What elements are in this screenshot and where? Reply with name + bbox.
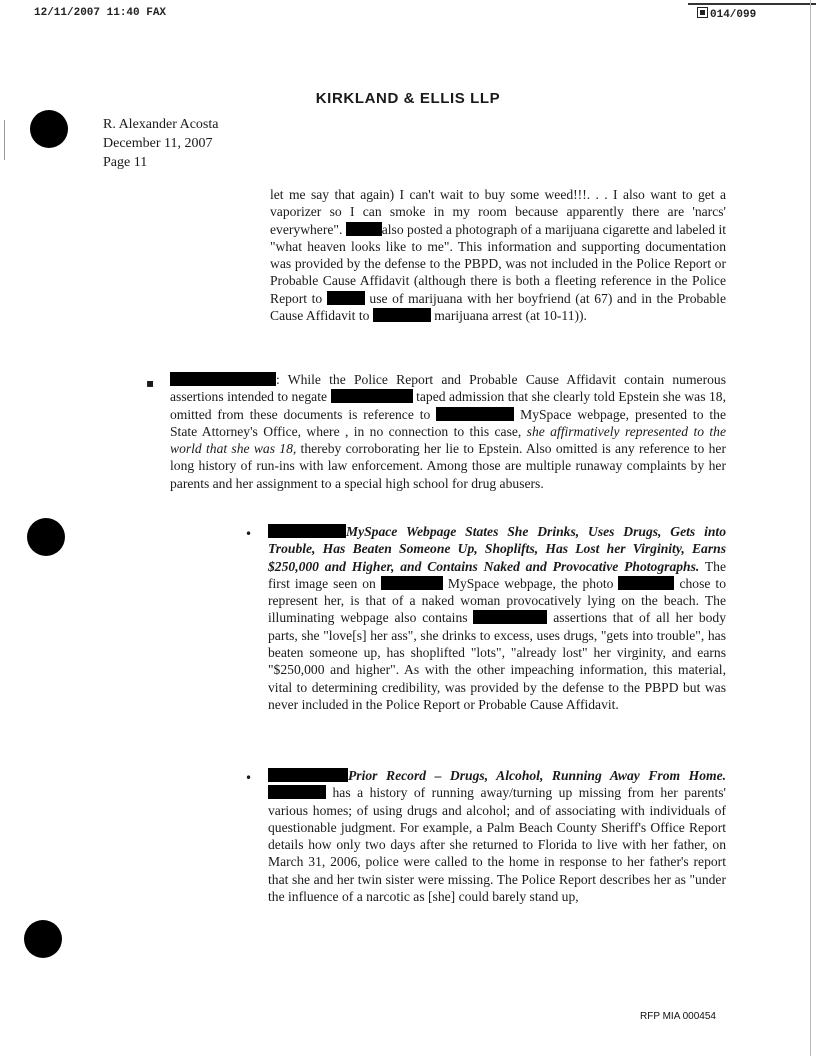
redaction-box <box>268 785 326 799</box>
page-number: Page 11 <box>103 155 148 170</box>
punch-hole-icon <box>27 518 65 556</box>
bullet-heading: Prior Record – Drugs, Alcohol, Running Away From Home. <box>348 768 726 783</box>
redaction-box <box>170 372 276 386</box>
address-block <box>103 115 218 172</box>
paragraph-text: chose to represent her, is that of a naked woman provocatively lying on the beach. The illuminating webpage also contains <box>268 575 726 626</box>
bullet-prior-record <box>268 767 726 905</box>
fax-page-counter <box>697 7 756 21</box>
letter-date: December 11, 2007 <box>103 136 213 151</box>
redaction-box <box>618 576 674 590</box>
fax-box-icon <box>697 7 708 18</box>
small-bullet-marker: ▪ <box>146 376 155 390</box>
paragraph-text: marijuana arrest (at 10-11)). <box>430 308 587 324</box>
paragraph-text: use of marijuana with her boyfriend (at 67) and in the Probable Cause Affidavit to <box>270 290 726 324</box>
fax-page-number: 014/099 <box>710 9 757 21</box>
paragraph-text: also posted a photograph of a marijuana cigarette and labeled it "what heaven looks like to me". This information and supporting documentation was provided by the defense to the PBPD, was not included in the Police Report or Probable Cause Affidavit (although there is both a fleeting reference in the Police Report to <box>270 221 726 306</box>
paragraph-text: thereby corroborating her lie to Epstein. Also omitted is any reference to her long history of run-ins with law enforcement. Among those are multiple runaway complaints by her parents and her assignment to a special high school for drug abusers. <box>170 441 726 491</box>
bullet-marker: • <box>245 771 253 785</box>
paragraph-text: assertions that of all her body parts, she "love[s] her ass", she drinks to excess, uses drugs, "gets into trouble", has beaten someone up, has shoplifted "lots", "already lost" her virginity, and earns "$250,000 and higher". As with the other impeaching information, this material, vital to determining credibility, was provided by the defense to the PBPD but was never included in the Police Report or Probable Cause Affidavit. <box>268 610 727 712</box>
redaction-box <box>331 389 413 403</box>
bates-number: RFP MIA 000454 <box>640 1011 716 1022</box>
punch-hole-icon <box>30 110 68 148</box>
redaction-box <box>327 291 365 305</box>
paragraph-continuation <box>270 186 726 324</box>
paragraph-text: has a history of running away/turning up missing from her parents' various homes; of using drugs and alcohol; and of associating with individuals of questionable judgment. For example, a Palm Beach County Sheriff's Office Report details how only two days after she returned to Florida to live with her father, on March 31, 2006, police were called to the home in response to her father's report that she and her twin sister were missing. The Police Report describes her as "under the influence of a narcotic as [she] could barely stand up, <box>268 785 726 905</box>
paragraph-text: MySpace webpage, the photo <box>442 575 619 591</box>
bullet-heading: MySpace Webpage States She Drinks, Uses Drugs, Gets into Trouble, Has Beaten Someone Up, Shoplifts, Has Lost her Virginity, Earns $250,000 and Higher, and Contains Naked and Provocative Photographs. <box>268 524 726 574</box>
bullet-marker: • <box>245 527 253 541</box>
redaction-box <box>381 576 443 590</box>
page-edge <box>810 0 811 1056</box>
redaction-box <box>268 768 348 782</box>
header-rule <box>688 3 816 5</box>
paragraph-text: The first image seen on <box>268 558 726 591</box>
firm-letterhead: KIRKLAND & ELLIS LLP <box>315 90 501 107</box>
redaction-box <box>346 222 382 236</box>
paragraph-text: MySpace webpage, presented to the State Attorney's Office, where , in no connection to this case, <box>170 406 726 439</box>
fax-datetime: 12/11/2007 11:40 FAX <box>34 7 167 19</box>
recipient-name: R. Alexander Acosta <box>103 117 219 132</box>
bullet-myspace <box>268 523 726 713</box>
redaction-box <box>473 610 547 624</box>
paragraph-omitted-evidence <box>170 371 726 492</box>
paragraph-text: : While the Police Report and Probable Cause Affidavit contain numerous assertions intended to negate <box>170 372 726 405</box>
paragraph-text: taped admission that she clearly told Epstein she was 18, omitted from these documents is reference to <box>170 389 727 422</box>
redaction-box <box>373 308 431 322</box>
punch-hole-icon <box>24 920 62 958</box>
paragraph-text: let me say that again) I can't wait to buy some weed!!!. . . I also want to get a vaporizer so I can smoke in my room because apparently there are 'narcs' everywhere". <box>270 187 726 237</box>
italic-emphasis: she affirmatively represented to the world that she was 18, <box>170 423 726 457</box>
redaction-box <box>268 524 346 538</box>
redaction-box <box>436 407 514 421</box>
margin-mark <box>4 120 5 160</box>
